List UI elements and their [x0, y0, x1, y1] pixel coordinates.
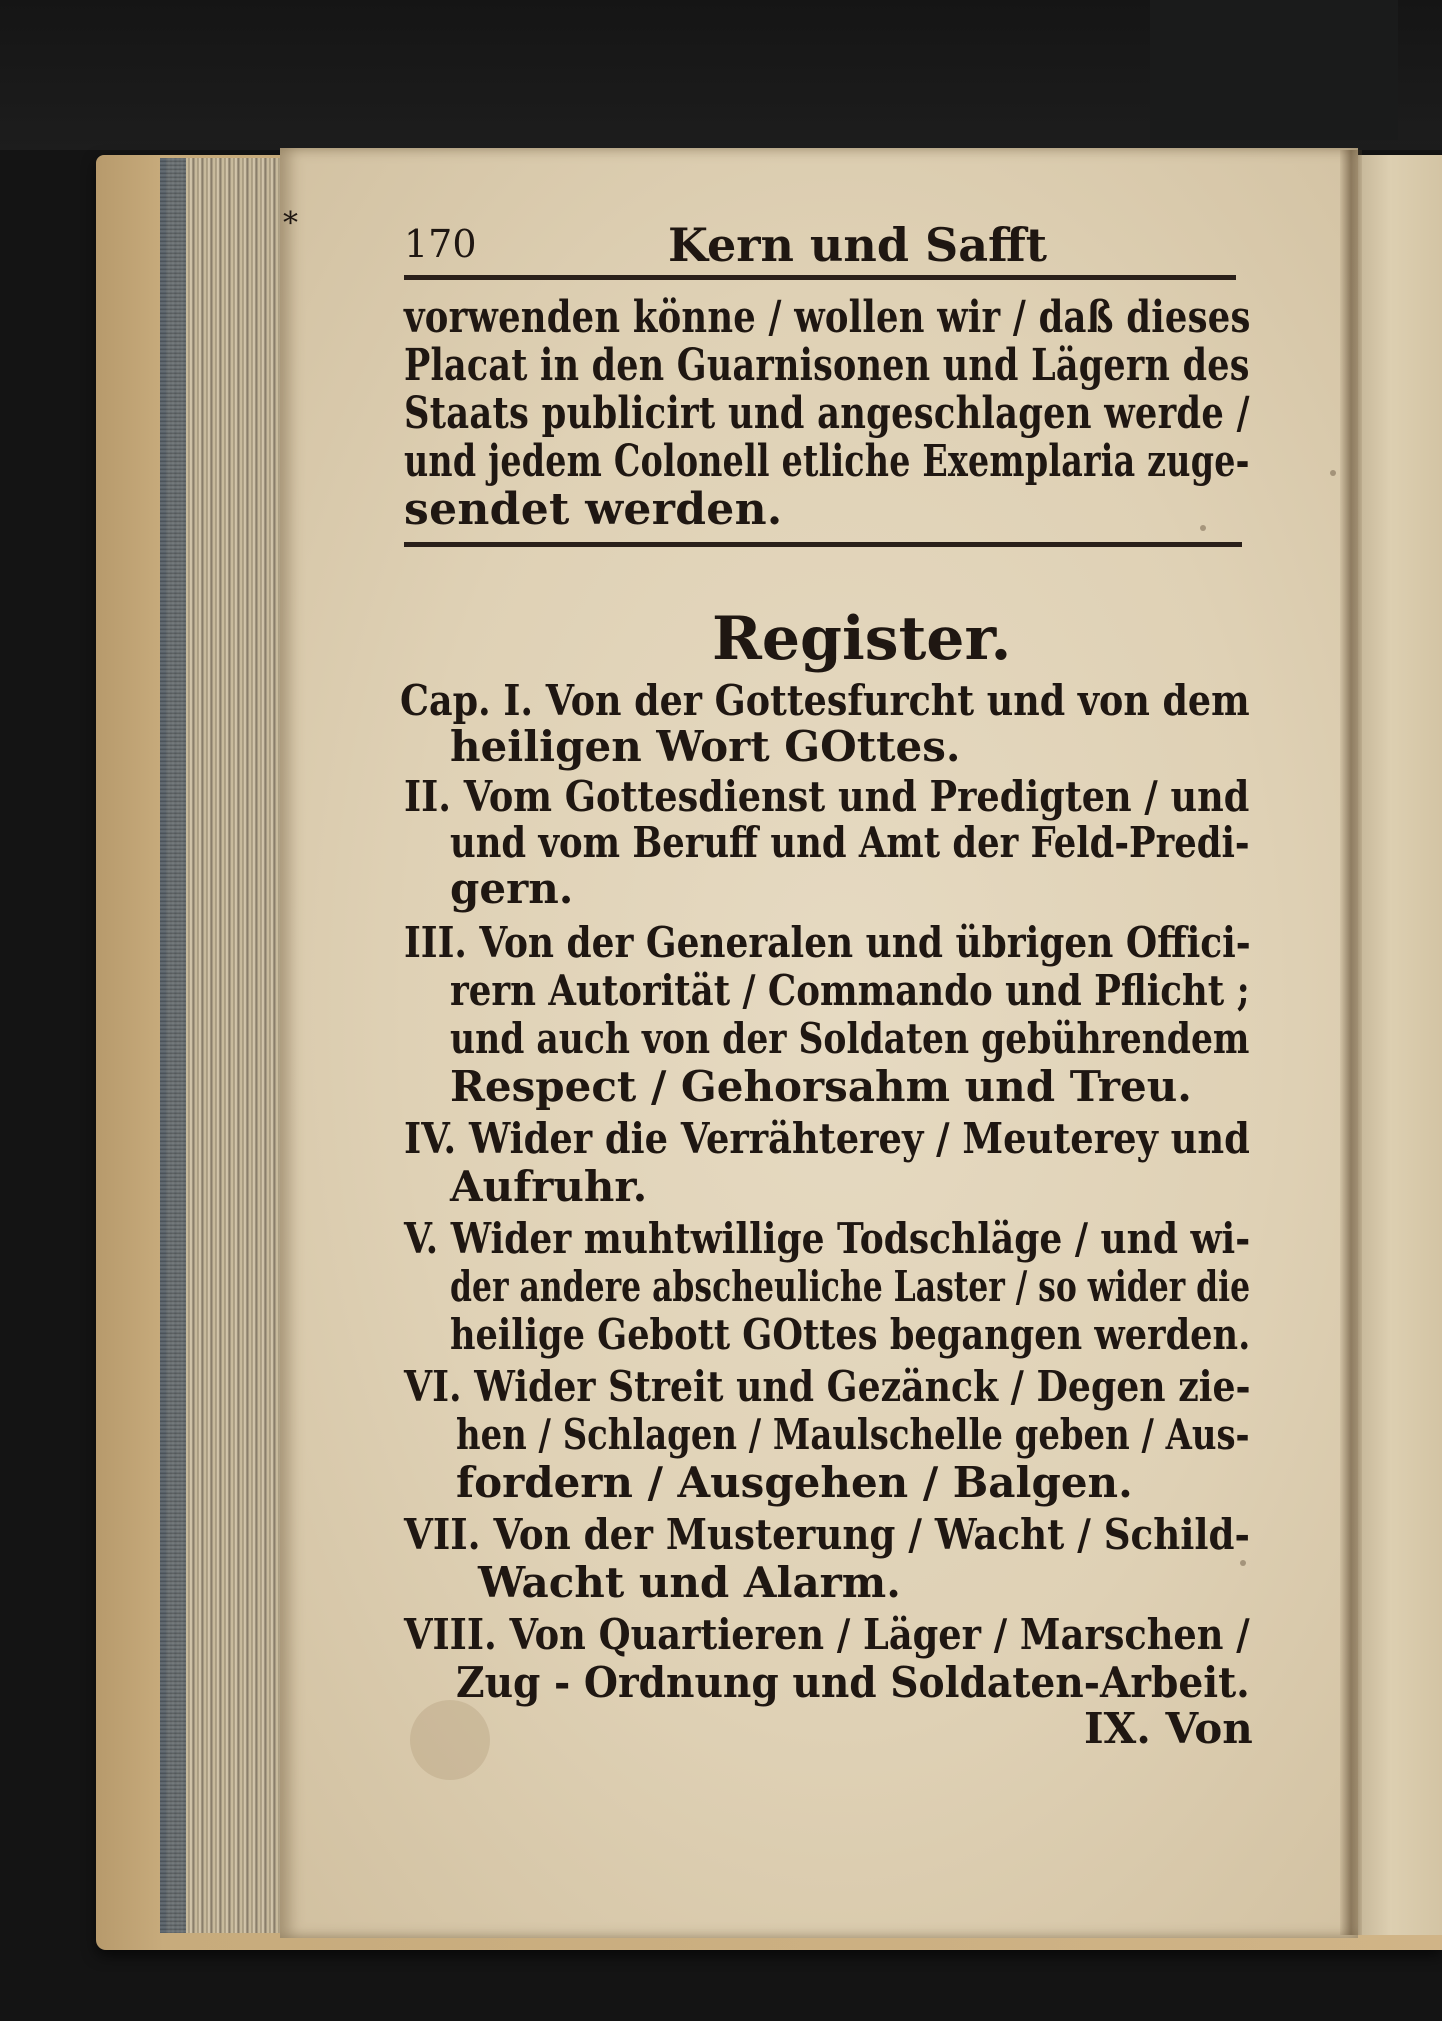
gutter-shadow: [1340, 150, 1362, 1935]
signature-mark: *: [283, 206, 298, 241]
register-entry-line: rern Autorität / Commando und Pflicht ;: [450, 966, 1250, 1015]
facing-page-edge: [1356, 155, 1442, 1935]
register-entry-line: Aufruhr.: [450, 1162, 648, 1211]
register-entry-line: fordern / Ausgehen / Balgen.: [456, 1458, 1133, 1507]
register-entry-line: und auch von der Soldaten gebührendem: [450, 1014, 1250, 1063]
text-line: und jedem Colonell etliche Exemplaria zuge-: [404, 436, 1250, 487]
page-number: 170: [404, 222, 477, 266]
dark-background-panel: [1150, 0, 1398, 140]
register-entry-line: III. Von der Generalen und übrigen Offici-: [404, 918, 1251, 967]
register-entry-line: Zug - Ordnung und Soldaten-Arbeit.: [456, 1658, 1250, 1707]
ink-stain: [410, 1700, 490, 1780]
text-line: vorwenden könne / wollen wir / daß dieses: [404, 292, 1251, 343]
text-line: sendet werden.: [404, 484, 783, 535]
text-line: Placat in den Guarnisonen und Lägern des: [404, 340, 1250, 391]
header-rule: [404, 275, 1236, 280]
register-entry-line: Respect / Gehorsahm und Treu.: [450, 1062, 1192, 1111]
text-line: Staats publicirt und angeschlagen werde /: [404, 388, 1250, 439]
register-entry-line: VIII. Von Quartieren / Läger / Marschen /: [404, 1610, 1250, 1659]
register-entry-line: hen / Schlagen / Maulschelle geben / Aus-: [456, 1410, 1250, 1459]
register-entry-line: Cap. I. Von der Gottesfurcht und von dem: [400, 676, 1250, 725]
paper-speck: [1200, 525, 1206, 531]
register-entry-line: heilige Gebott GOttes begangen werden.: [450, 1310, 1251, 1359]
register-entry-line: IV. Wider die Verrähterey / Meuterey und: [404, 1114, 1250, 1163]
paper-speck: [1330, 470, 1336, 476]
register-entry-line: II. Vom Gottesdienst und Predigten / und: [404, 772, 1250, 821]
register-entry-line: Wacht und Alarm.: [478, 1558, 901, 1607]
register-entry-line: heiligen Wort GOttes.: [450, 722, 961, 771]
register-entry-line: und vom Beruff und Amt der Feld-Predi-: [450, 818, 1250, 867]
catchword: IX. Von: [1084, 1704, 1253, 1753]
section-rule: [404, 542, 1242, 547]
paper-speck: [1240, 1560, 1246, 1566]
register-heading: Register.: [712, 604, 1012, 674]
register-entry-line: VI. Wider Streit und Gezänck / Degen zie-: [404, 1362, 1251, 1411]
running-title: Kern und Safft: [668, 218, 1048, 272]
register-entry-line: VII. Von der Musterung / Wacht / Schild-: [404, 1510, 1250, 1559]
register-entry-line: der andere abscheuliche Laster / so wider die: [450, 1262, 1251, 1311]
register-entry-line: V. Wider muhtwillige Todschläge / und wi-: [404, 1214, 1251, 1263]
register-entry-line: gern.: [450, 864, 574, 913]
page-edge-shading: [160, 158, 186, 1933]
